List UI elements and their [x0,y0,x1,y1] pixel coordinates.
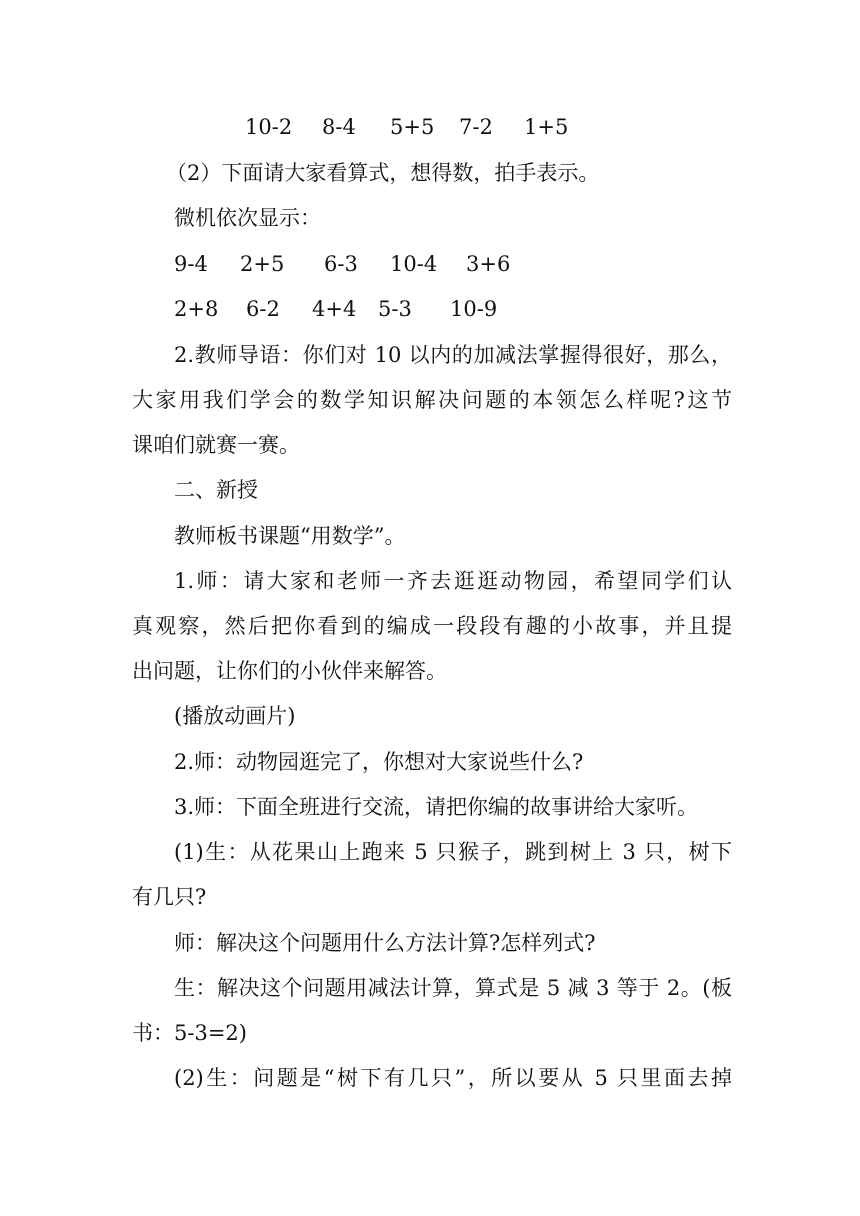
expression: 10-9 [450,297,498,321]
expression: 5-3 [378,297,412,321]
expression: 2+8 [174,297,219,321]
guide-paragraph-line: 大家用我们学会的数学知识解决问题的本领怎么样呢?这节 [132,388,732,412]
student-paragraph-line: (1)生：从花果山上跑来 5 只猴子，跳到树上 3 只，树下 [174,840,732,864]
expression: 7-2 [459,115,493,139]
display-paragraph: 微机依次显示： [174,206,321,230]
expression: 9-4 [174,252,208,276]
student-paragraph-line: (2)生：问题是“树下有几只”，所以要从 5 只里面去掉 [174,1066,732,1090]
expression: 2+5 [240,252,285,276]
expression: 6-3 [324,252,358,276]
teacher-question: 师：解决这个问题用什么方法计算?怎样列式? [174,931,596,955]
teacher-paragraph-line: 真观察，然后把你看到的编成一段段有趣的小故事，并且提 [132,614,732,638]
expression: 1+5 [524,115,569,139]
play-paragraph: (播放动画片) [174,704,296,728]
expression: 5+5 [390,115,435,139]
teacher-paragraph-line: 1.师：请大家和老师一齐去逛逛动物园，希望同学们认 [174,569,732,593]
expression-row-3 [0,294,860,324]
teacher-paragraph: 2.师：动物园逛完了，你想对大家说些什么? [174,750,584,774]
student-answer-line: 书：5-3=2) [132,1021,247,1045]
expression-row-1 [0,112,860,142]
board-paragraph: 教师板书课题“用数学”。 [174,524,406,548]
guide-paragraph-line: 2.教师导语：你们对 10 以内的加减法掌握得很好，那么， [174,343,732,367]
guide-paragraph-line: 课咱们就赛一赛。 [132,433,300,457]
teacher-paragraph: 3.师：下面全班进行交流，请把你编的故事讲给大家听。 [174,795,699,819]
expression: 10-2 [245,115,293,139]
section-heading: 二、新授 [174,478,258,502]
instruction-paragraph: （2）下面请大家看算式，想得数，拍手表示。 [166,161,600,185]
student-paragraph-line: 有几只? [132,885,207,909]
expression: 3+6 [466,252,511,276]
expression: 8-4 [322,115,356,139]
expression: 10-4 [390,252,438,276]
expression: 6-2 [246,297,280,321]
expression: 4+4 [312,297,357,321]
student-answer-line: 生：解决这个问题用减法计算，算式是 5 减 3 等于 2。(板 [174,976,732,1000]
expression-row-2 [0,249,860,279]
teacher-paragraph-line: 出问题，让你们的小伙伴来解答。 [132,659,447,683]
